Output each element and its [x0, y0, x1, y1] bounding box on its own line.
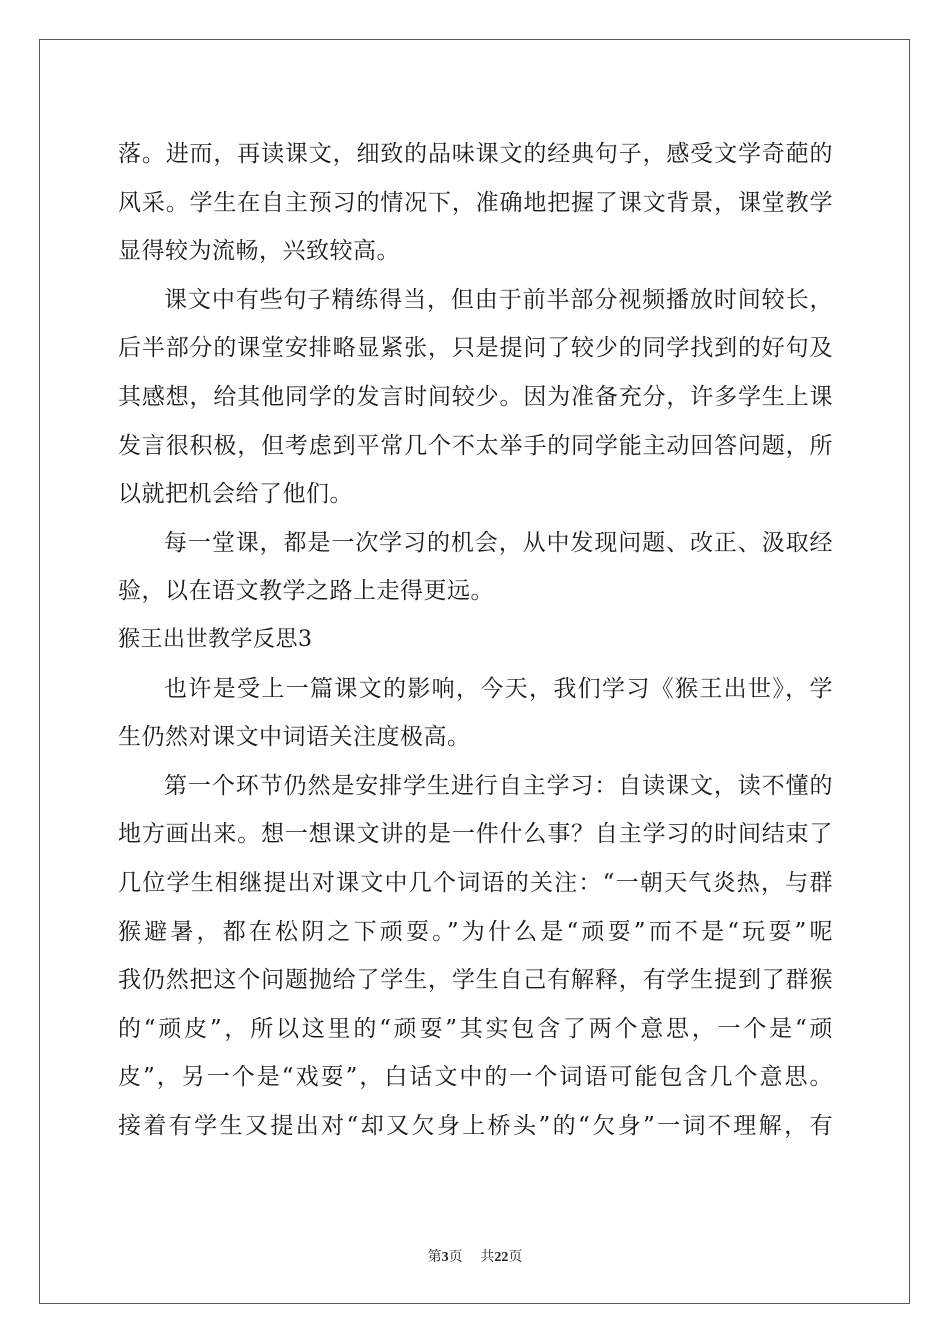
text-line: 猴避暑，都在松阴之下顽耍。”为什么是“顽耍”而不是“玩耍”呢 — [118, 918, 833, 945]
text-line: 地方画出来。想一想课文讲的是一件什么事？自主学习的时间结束了 — [118, 821, 833, 848]
footer-page-suffix: 页 — [448, 1249, 463, 1265]
text-line: 我仍然把这个问题抛给了学生，学生自己有解释，有学生提到了群猴 — [118, 967, 833, 994]
text-line: 以就把机会给了他们。 — [118, 481, 353, 508]
text-line: 课文中有些句子精练得当，但由于前半部分视频播放时间较长， — [164, 286, 833, 313]
text-line: 的“顽皮”，所以这里的“顽耍”其实包含了两个意思，一个是“顽 — [118, 1015, 833, 1042]
text-line: 接着有学生又提出对“却又欠身上桥头”的“欠身”一词不理解，有 — [118, 1112, 833, 1139]
footer-page-number: 3 — [441, 1250, 449, 1265]
text-line: 显得较为流畅，兴致较高。 — [118, 238, 400, 265]
footer-total-prefix: 共 — [480, 1249, 495, 1265]
text-line: 几位学生相继提出对课文中几个词语的关注：“一朝天气炎热，与群 — [118, 869, 833, 896]
text-line: 风采。学生在自主预习的情况下，准确地把握了课文背景，课堂教学 — [118, 189, 833, 216]
document-body — [118, 130, 833, 1150]
text-line: 落。进而，再读课文，细致的品味课文的经典句子，感受文学奇葩的 — [118, 141, 833, 167]
text-line: 生仍然对课文中词语关注度极高。 — [118, 724, 471, 751]
section-heading: 猴王出世教学反思3 — [118, 626, 313, 652]
footer-total-suffix: 页 — [508, 1249, 523, 1265]
text-line: 也许是受上一篇课文的影响，今天，我们学习《猴王出世》，学 — [164, 675, 833, 702]
footer-total-pages: 22 — [494, 1250, 509, 1265]
text-line: 每一堂课，都是一次学习的机会，从中发现问题、改正、汲取经 — [164, 529, 833, 556]
text-line: 验，以在语文教学之路上走得更远。 — [118, 578, 494, 605]
text-line: 后半部分的课堂安排略显紧张，只是提问了较少的同学找到的好句及 — [118, 335, 833, 362]
footer-page-prefix: 第 — [427, 1249, 442, 1265]
page-footer — [0, 1246, 950, 1266]
text-line: 皮”，另一个是“戏耍”，白话文中的一个词语可能包含几个意思。 — [118, 1064, 833, 1091]
text-line: 第一个环节仍然是安排学生进行自主学习：自读课文，读不懂的 — [164, 772, 833, 799]
text-line: 其感想，给其他同学的发言时间较少。因为准备充分，许多学生上课 — [118, 383, 833, 410]
text-line: 发言很积极，但考虑到平常几个不太举手的同学能主动回答问题，所 — [118, 432, 833, 459]
